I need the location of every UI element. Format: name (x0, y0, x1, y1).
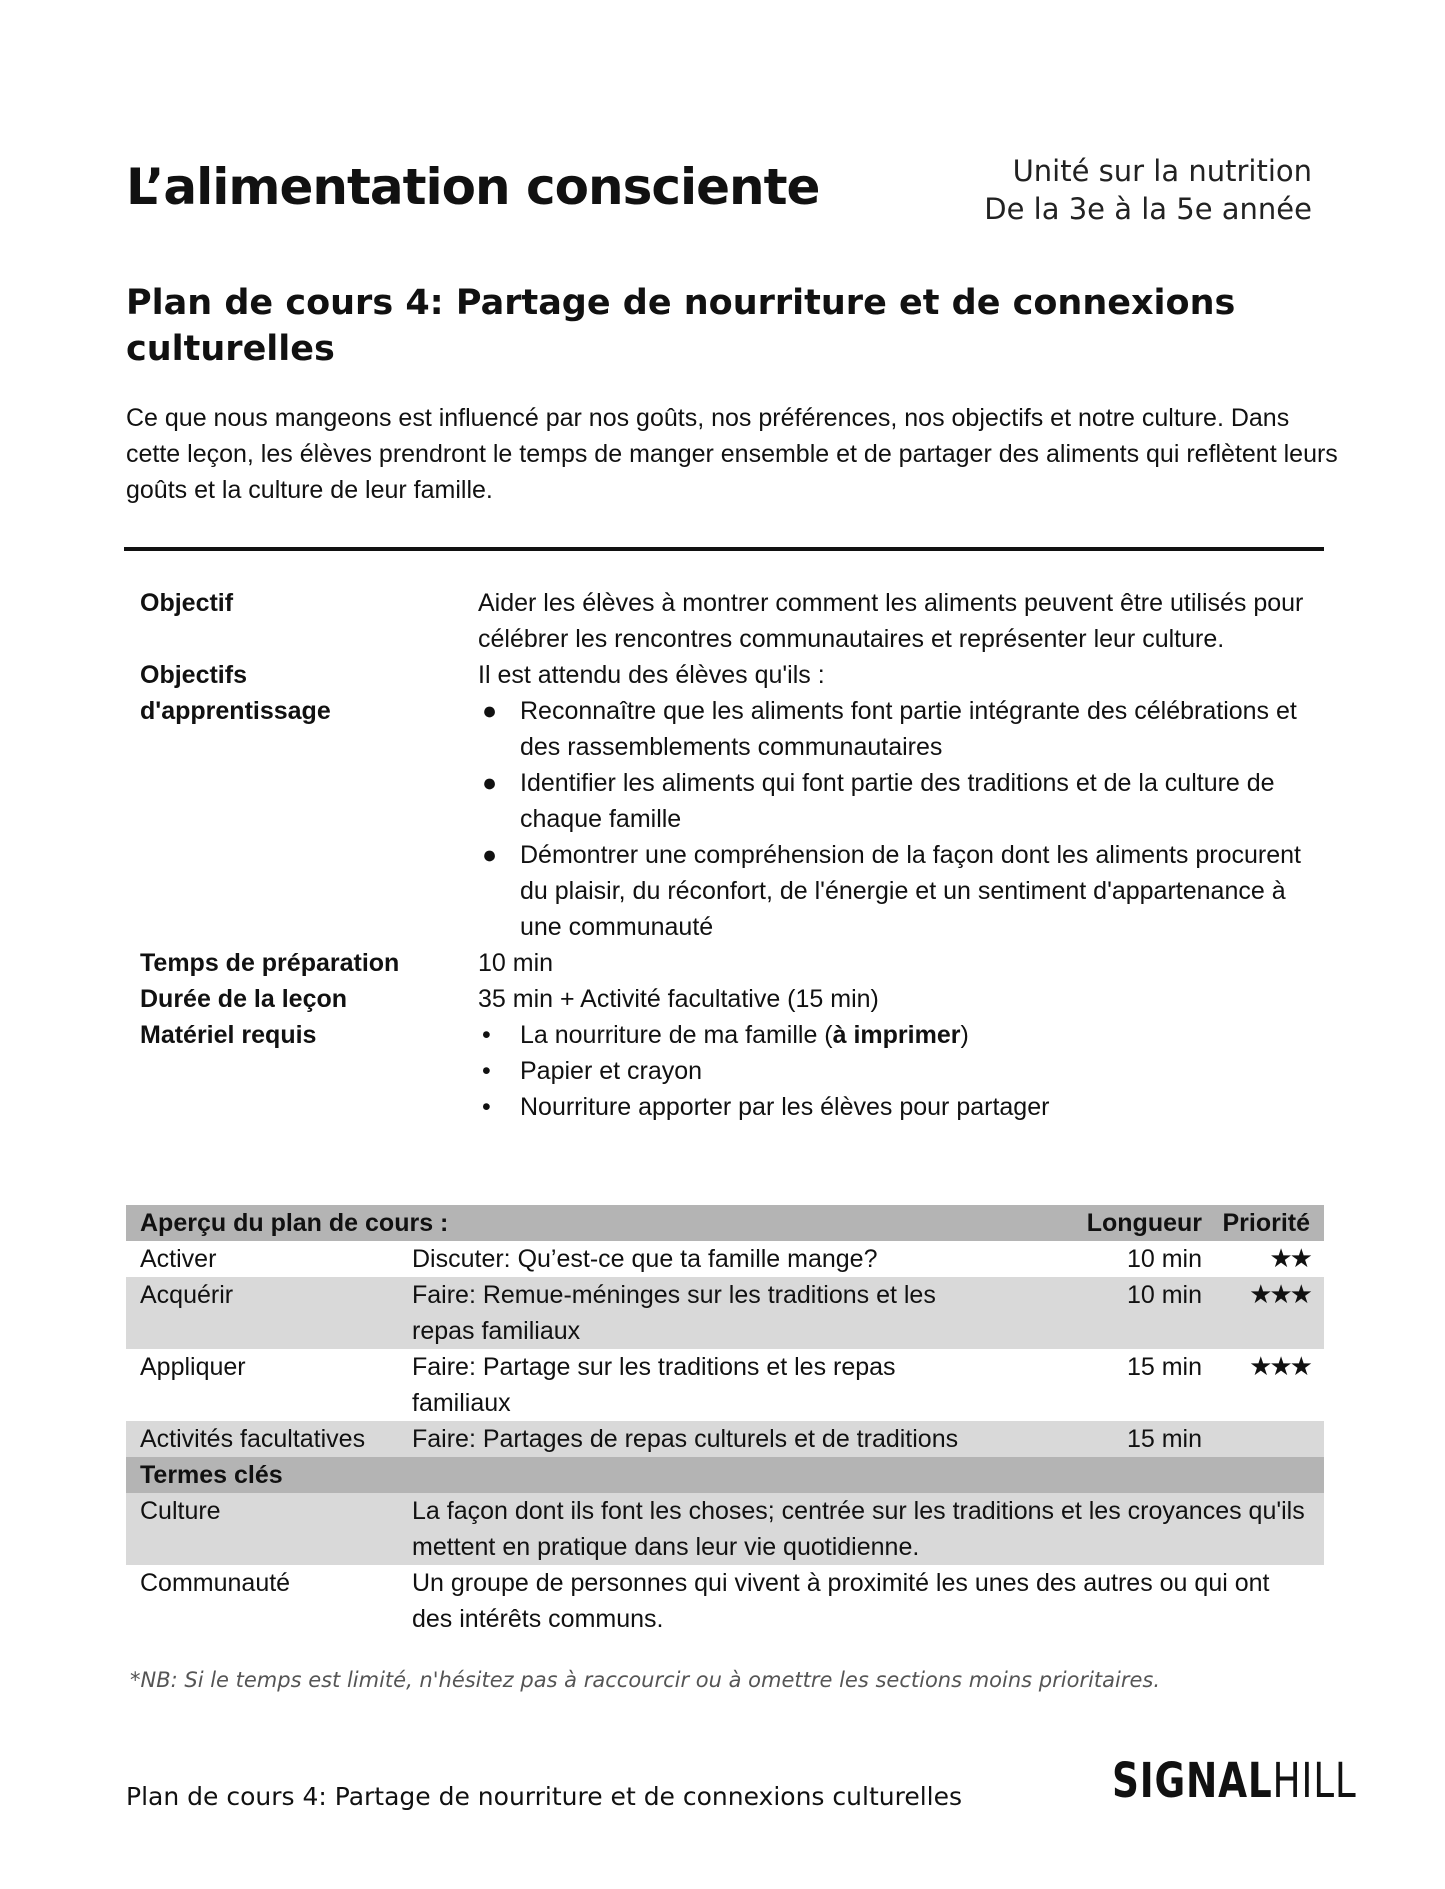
objective-value: Aider les élèves à montrer comment les aliments peuvent être utilisés pour célébrer les rencontres communautaires et représenter leur culture. (478, 589, 1304, 653)
term-cell: Culture (140, 1497, 221, 1525)
key-terms-header (126, 1457, 1324, 1493)
duration-row (140, 981, 1320, 1017)
signal-hill-logo: SIGNALHILL (1112, 1753, 1357, 1809)
document-title: L’alimentation consciente (126, 158, 820, 216)
table-row (126, 1277, 1324, 1349)
length-cell: 15 min (1126, 1425, 1202, 1453)
learning-objectives-label: Objectifs d'apprentissage (140, 661, 331, 725)
activity-cell: Discuter: Qu’est-ce que ta famille mange? (412, 1245, 878, 1273)
duration-value: 35 min + Activité facultative (15 min) (478, 985, 879, 1013)
lesson-plan-table (126, 1205, 1324, 1637)
footnote: *NB: Si le temps est limité, n'hésitez pas à raccourcir ou à omettre les sections moins prioritaires. (130, 1668, 1161, 1692)
bullet-icon: ● (482, 697, 498, 725)
bullet-icon: ● (482, 769, 498, 797)
lesson-title: Plan de cours 4: Partage de nourriture et de connexions culturelles (126, 283, 1236, 369)
print-link[interactable]: à imprimer (832, 1021, 961, 1049)
priority-column-header: Priorité (1222, 1209, 1310, 1237)
phase-cell: Activer (140, 1245, 217, 1273)
definition-cell: La façon dont ils font les choses; centrée sur les traditions et les croyances qu'ils mettent en pratique dans leur vie quotidienne. (412, 1497, 1305, 1561)
prep-time-label: Temps de préparation (140, 949, 400, 977)
materials-row (140, 1017, 1320, 1125)
table-row (126, 1241, 1324, 1277)
lesson-intro: Ce que nous mangeons est influencé par nos goûts, nos préférences, nos objectifs et notre culture. Dans cette leçon, les élèves prendront le temps de manger ensemble et de partager des aliments qui reflètent leurs goûts et la culture de leur famille. (126, 404, 1338, 504)
prep-time-value: 10 min (478, 949, 554, 977)
definition-cell: Un groupe de personnes qui vivent à proximité les unes des autres ou qui ont des intérêts communs. (412, 1569, 1270, 1633)
priority-stars-icon (1202, 1421, 1324, 1457)
grade-range: De la 3e à la 5e année (984, 192, 1312, 226)
length-cell: 10 min (1126, 1245, 1202, 1273)
section-divider (124, 547, 1324, 551)
objective-row (140, 585, 1320, 657)
objective-label: Objectif (140, 589, 234, 617)
priority-stars-icon: ★★★ (1249, 1280, 1310, 1310)
bullet-icon: ● (482, 841, 498, 869)
phase-cell: Appliquer (140, 1353, 246, 1381)
prep-time-row (140, 945, 1320, 981)
activity-cell: Faire: Remue-méninges sur les traditions et les repas familiaux (412, 1281, 936, 1345)
list-item: ● Démontrer une compréhension de la façon dont les aliments procurent du plaisir, du réconfort, de l'énergie et un sentiment d'appartenance à une communauté (478, 837, 1320, 945)
learning-objectives-row (140, 657, 1320, 945)
activity-cell: Faire: Partage sur les traditions et les repas familiaux (412, 1353, 896, 1417)
length-column-header: Longueur (1086, 1209, 1202, 1237)
materials-label: Matériel requis (140, 1021, 317, 1049)
list-item: • Nourriture apporter par les élèves pour partager (478, 1089, 1320, 1125)
key-terms-title: Termes clés (140, 1461, 283, 1489)
length-cell: 10 min (1126, 1281, 1202, 1309)
priority-stars-icon: ★★ (1269, 1244, 1310, 1274)
term-row (126, 1493, 1324, 1565)
list-item: ● Reconnaître que les aliments font partie intégrante des célébrations et des rassemblements communautaires (478, 693, 1320, 765)
overview-header: Aperçu du plan de cours : (140, 1209, 449, 1237)
activity-cell: Faire: Partages de repas culturels et de traditions (412, 1425, 959, 1453)
lesson-info (140, 585, 1320, 1125)
table-row (126, 1349, 1324, 1421)
phase-cell: Acquérir (140, 1281, 234, 1309)
list-item: • Papier et crayon (478, 1053, 1320, 1089)
term-cell: Communauté (140, 1569, 291, 1597)
list-item: • La nourriture de ma famille (à imprimer) (478, 1017, 1320, 1053)
bullet-icon: • (482, 1057, 491, 1085)
materials-list (478, 1017, 1320, 1125)
table-row (126, 1421, 1324, 1457)
unit-name: Unité sur la nutrition (1012, 154, 1312, 188)
phase-cell: Activités facultatives (140, 1425, 366, 1453)
table-header (126, 1205, 1324, 1241)
unit-info (984, 152, 1312, 228)
list-item: ● Identifier les aliments qui font partie des traditions et de la culture de chaque famille (478, 765, 1320, 837)
bullet-icon: • (482, 1093, 491, 1121)
priority-stars-icon: ★★★ (1249, 1352, 1310, 1382)
footer-lesson-title: Plan de cours 4: Partage de nourriture et de connexions culturelles (126, 1782, 962, 1811)
length-cell: 15 min (1126, 1353, 1202, 1381)
learning-objectives-intro: Il est attendu des élèves qu'ils : (478, 661, 825, 689)
learning-objectives-list (478, 693, 1320, 945)
bullet-icon: • (482, 1021, 491, 1049)
term-row (126, 1565, 1324, 1637)
duration-label: Durée de la leçon (140, 985, 348, 1013)
